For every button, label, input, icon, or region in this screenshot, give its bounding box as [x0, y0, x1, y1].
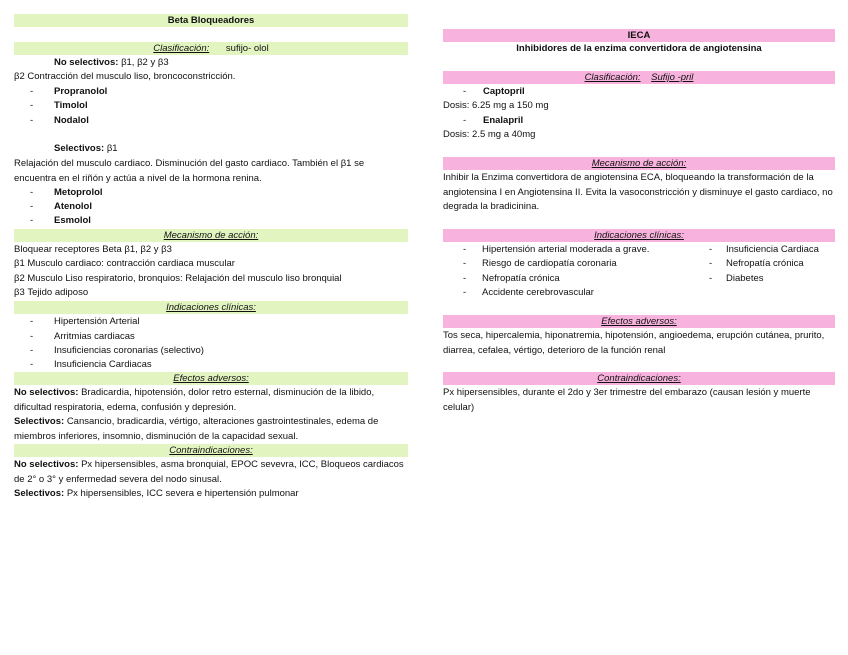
drug-esmolol: Esmolol — [54, 215, 91, 226]
drug-timolol: Timolol — [54, 100, 88, 111]
beta-contra-selectivos: Selectivos: Px hipersensibles, ICC severa e hipertensión pulmonar — [14, 488, 299, 499]
ieca-indicacion-item: Accidente cerebrovascular — [482, 287, 594, 298]
ieca-clasificacion-label: Clasificación: — [584, 72, 641, 83]
drug-atenolol: Atenolol — [54, 201, 92, 212]
no-selectivos-line — [54, 56, 169, 70]
beta-mecanismo-line-1: Bloquear receptores Beta β1, β2 y β3 — [14, 244, 172, 255]
selectivos-line — [54, 142, 118, 156]
dosis-captopril: Dosis: 6.25 mg a 150 mg — [443, 100, 549, 111]
beta-indicacion-item: Arritmias cardiacas — [54, 331, 135, 342]
beta-clasificacion-value: sufijo- olol — [225, 43, 269, 54]
drug-propranolol: Propranolol — [54, 86, 108, 97]
selectivos-value: β1 — [106, 143, 118, 154]
no-selectivos-value: β1, β2 y β3 — [121, 57, 169, 68]
ieca-indicacion-item: Nefropatía crónica — [482, 273, 560, 284]
ieca-subtitle: Inhibidores de la enzima convertidora de angiotensina — [516, 43, 762, 54]
drug-captopril: Captopril — [483, 86, 525, 97]
beta-clasificacion-bar — [14, 42, 408, 55]
no-selectivos-label: No selectivos: — [54, 57, 119, 68]
ieca-efectos-header: Efectos adversos: — [443, 315, 835, 328]
b2-line: β2 Contracción del musculo liso, broncoconstricción. — [14, 71, 236, 82]
beta-indicacion-item: Insuficiencias coronarias (selectivo) — [54, 345, 204, 356]
beta-indicacion-item: Insuficiencia Cardiacas — [54, 359, 152, 370]
beta-efectos-selectivos: Selectivos: Cansancio, bradicardia, vértigo, alteraciones gastrointestinales, edema de miembros inferiores, insomnio, disminución de la capacidad sexual. — [14, 416, 379, 442]
beta-mecanismo-line-4: β3 Tejido adiposo — [14, 287, 89, 298]
selectivos-label: Selectivos: — [54, 143, 105, 154]
drug-nodalol: Nodalol — [54, 115, 89, 126]
ieca-mecanismo-text: Inhibir la Enzima convertidora de angiotensina ECA, bloqueando la transformación de la angiotensina I en Angiotensina II. Evita la vasoconstricción y disminuye el gasto cardiaco, no degrada la bradicinina. — [443, 172, 833, 212]
beta-clasificacion-label: Clasificación: — [153, 43, 210, 54]
ieca-clasificacion-value: Sufijo -pril — [651, 72, 694, 83]
beta-efectos-header: Efectos adversos: — [14, 372, 408, 385]
ieca-contra-text: Px hipersensibles, durante el 2do y 3er trimestre del embarazo (causan lesión y muerte celular) — [443, 387, 811, 413]
drug-metoprolol: Metoprolol — [54, 187, 103, 198]
ieca-title: IECA — [443, 29, 835, 42]
beta-mecanismo-header: Mecanismo de acción: — [14, 229, 408, 242]
dosis-enalapril: Dosis: 2.5 mg a 40mg — [443, 129, 536, 140]
beta-indicacion-item: Hipertensión Arterial — [54, 316, 140, 327]
selectivos-description: Relajación del musculo cardiaco. Disminución del gasto cardiaco. También el β1 se encuentra en el riñón y actúa a nivel de la hormona renina. — [14, 158, 365, 184]
ieca-indicacion-item: Riesgo de cardiopatía coronaria — [482, 258, 617, 269]
ieca-clasificacion-bar — [443, 71, 835, 84]
beta-mecanismo-line-3: β2 Musculo Liso respiratorio, bronquios: Relajación del musculo liso bronquial — [14, 273, 342, 284]
ieca-mecanismo-header: Mecanismo de acción: — [443, 157, 835, 170]
ieca-indicacion-item-col2: Nefropatía crónica — [726, 258, 804, 269]
beta-efectos-no-selectivos: No selectivos: Bradicardia, hipotensión, dolor retro esternal, disminución de la libido, dificultad respiratoria, edema, confusión y depresión. — [14, 387, 375, 413]
drug-enalapril: Enalapril — [483, 115, 524, 126]
beta-contra-header: Contraindicaciones: — [14, 444, 408, 457]
beta-title: Beta Bloqueadores — [14, 14, 408, 27]
ieca-indicacion-item-col2: Insuficiencia Cardiaca — [726, 244, 819, 255]
ieca-indicaciones-header: Indicaciones clínicas: — [443, 229, 835, 242]
beta-indicaciones-header: Indicaciones clínicas: — [14, 301, 408, 314]
ieca-indicacion-item-col2: Diabetes — [726, 273, 764, 284]
beta-contra-no-selectivos: No selectivos: Px hipersensibles, asma bronquial, EPOC sevevra, ICC, Bloqueos cardiacos de 2° o 3° y enfermedad severa del nodo sinusal. — [14, 459, 404, 485]
beta-mecanismo-line-2: β1 Musculo cardiaco: contracción cardiaca muscular — [14, 258, 235, 269]
ieca-efectos-text: Tos seca, hipercalemia, hiponatremia, hipotensión, angioedema, erupción cutánea, prurito, diarrea, cefalea, vértigo, deterioro de la función renal — [443, 330, 825, 356]
ieca-contra-header: Contraindicaciones: — [443, 372, 835, 385]
ieca-indicacion-item: Hipertensión arterial moderada a grave. — [482, 244, 650, 255]
